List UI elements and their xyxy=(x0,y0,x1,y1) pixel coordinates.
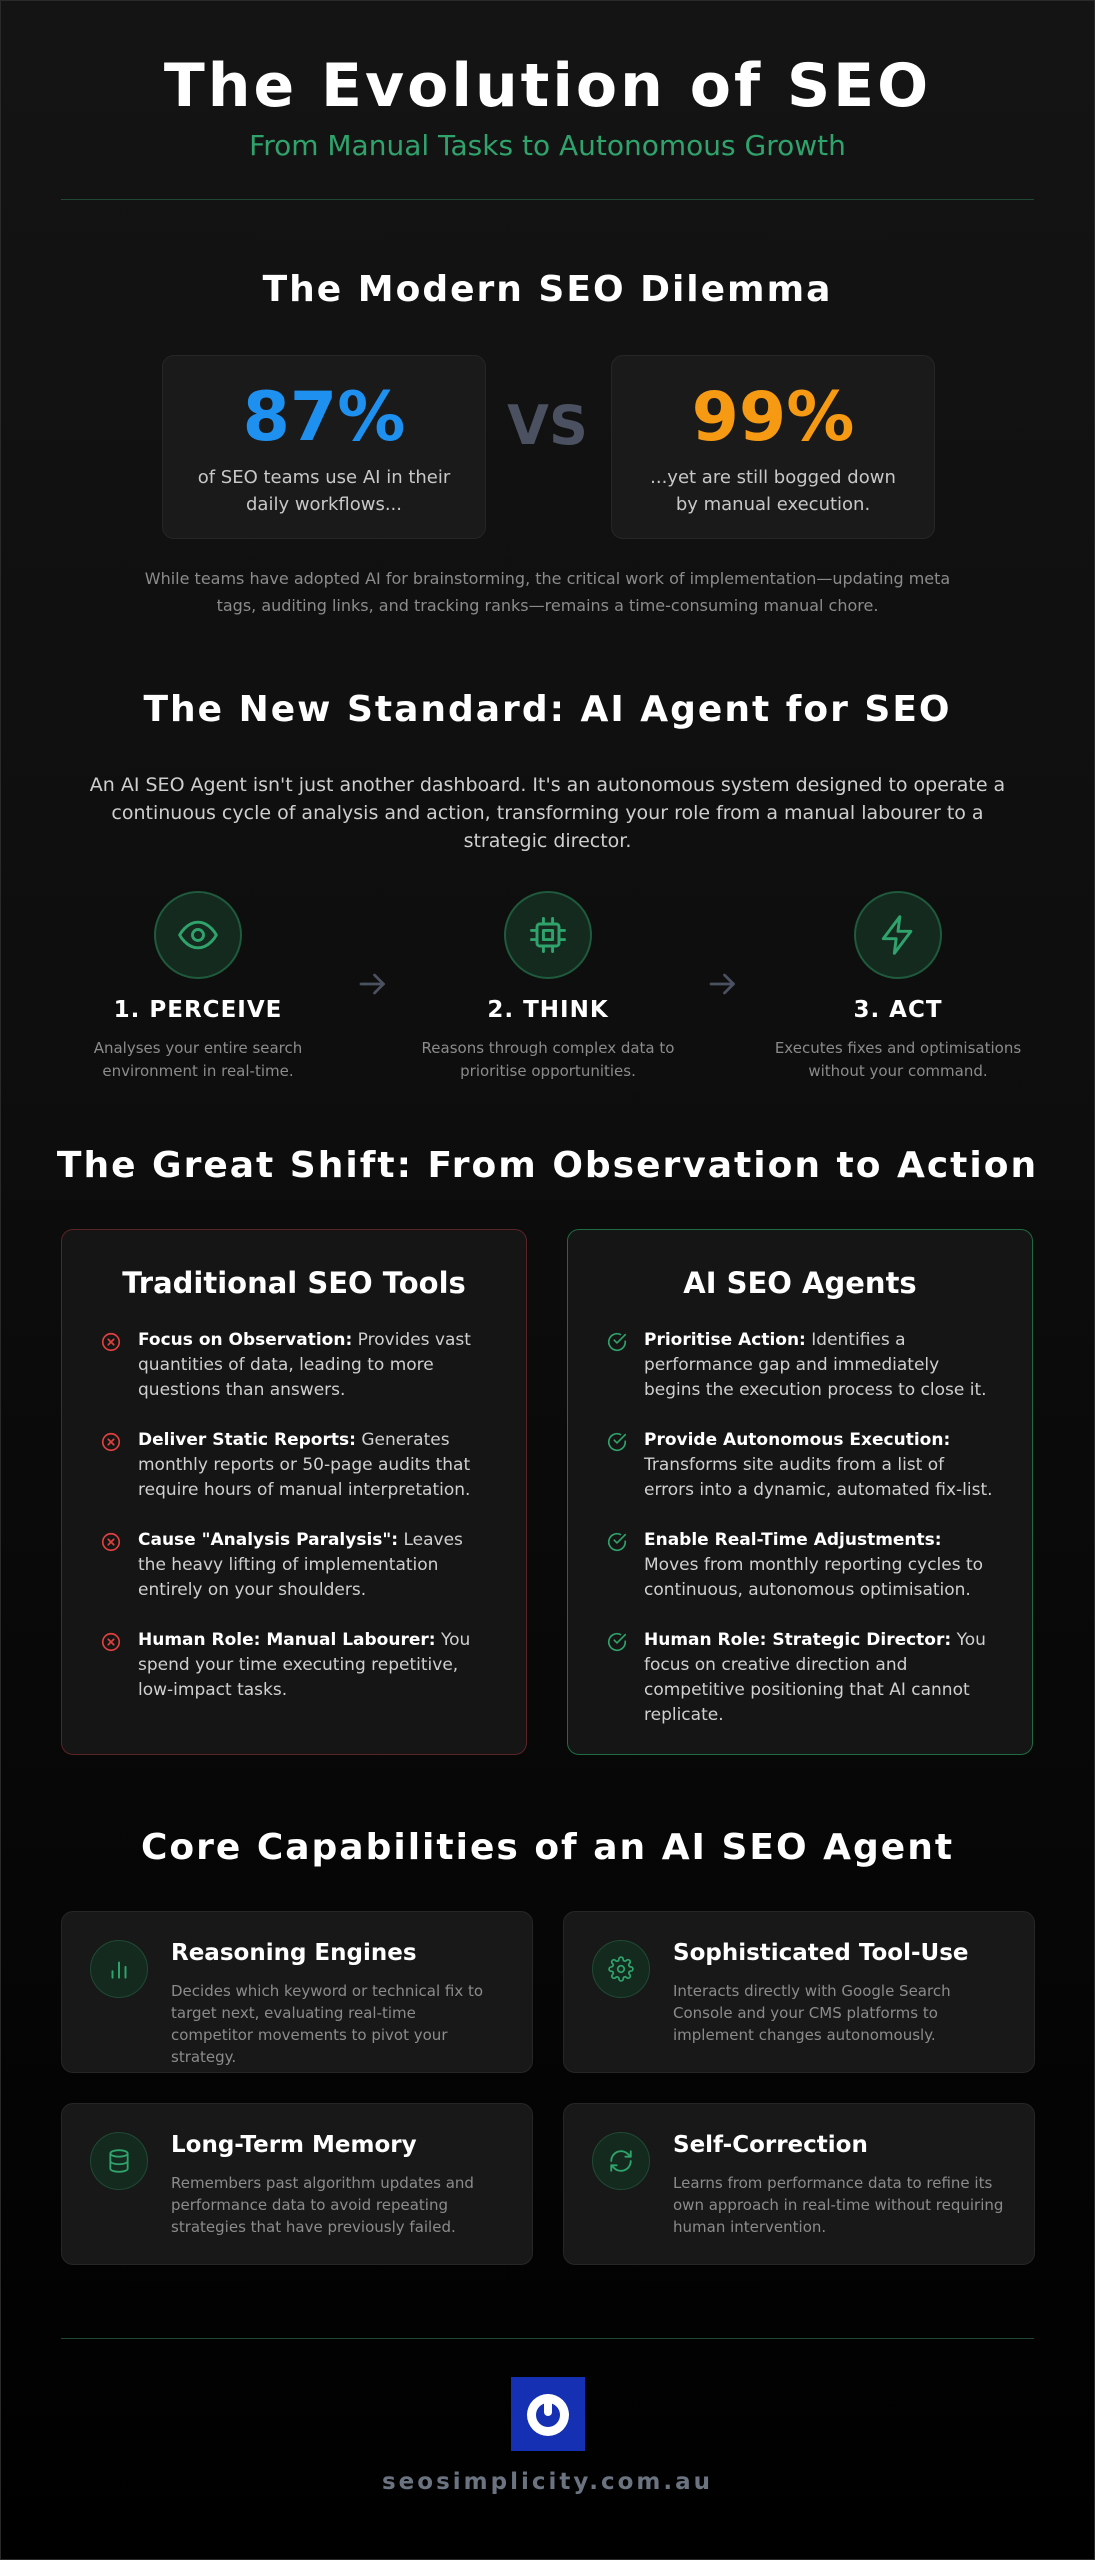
item-title: Provide Autonomous Execution: xyxy=(644,1430,951,1450)
traditional-tools-card xyxy=(61,1229,527,1755)
stat-value: 99% xyxy=(691,378,855,457)
stat-text: ...yet are still bogged down by manual execution. xyxy=(650,467,896,515)
step-perceive xyxy=(68,891,328,1083)
capability-description: Learns from performance data to refine its own approach in real-time without requiring human intervention. xyxy=(673,2174,1004,2236)
capability-card xyxy=(563,1911,1035,2073)
item-text: Identifies a performance gap and immediately begins the execution process to close it. xyxy=(644,1330,987,1400)
step-description: Reasons through complex data to prioritise opportunities. xyxy=(421,1039,675,1080)
step-think xyxy=(418,891,678,1083)
item-text: You focus on creative direction and competitive positioning that AI cannot replicate. xyxy=(644,1630,986,1725)
item-title: Enable Real-Time Adjustments: xyxy=(644,1530,942,1550)
arrow-right-icon xyxy=(355,966,391,1006)
step-description: Analyses your entire search environment in real-time. xyxy=(93,1039,303,1080)
x-circle-icon xyxy=(100,1531,126,1603)
x-circle-icon xyxy=(100,1331,126,1403)
page-subtitle: From Manual Tasks to Autonomous Growth xyxy=(249,129,846,162)
step-label: 1. PERCEIVE xyxy=(113,997,283,1023)
capability-card xyxy=(563,2103,1035,2265)
item-text: You spend your time executing repetitive, low-impact tasks. xyxy=(138,1630,471,1700)
list-item xyxy=(100,1528,490,1603)
step-label: 3. ACT xyxy=(853,997,943,1023)
capability-title: Self-Correction xyxy=(673,2132,868,2158)
item-title: Prioritise Action: xyxy=(644,1330,806,1350)
capability-card xyxy=(61,2103,533,2265)
capability-description: Decides which keyword or technical fix to target next, evaluating real-time competitor movements to pivot your strategy. xyxy=(171,1982,484,2066)
check-circle-icon xyxy=(606,1531,632,1603)
item-text: Leaves the heavy lifting of implementation entirely on your shoulders. xyxy=(138,1530,463,1600)
database-icon xyxy=(90,2132,148,2190)
stat-text: of SEO teams use AI in their daily workflows... xyxy=(197,467,451,515)
lightning-bolt-icon xyxy=(854,891,942,979)
step-act xyxy=(768,891,1028,1083)
capability-description: Interacts directly with Google Search Console and your CMS platforms to implement changes autonomously. xyxy=(673,1982,951,2044)
item-text: Provides vast quantities of data, leading to more questions than answers. xyxy=(138,1330,471,1400)
list-item xyxy=(100,1328,490,1403)
footer-divider xyxy=(61,2338,1034,2339)
bar-chart-icon xyxy=(90,1940,148,1998)
item-title: Deliver Static Reports: xyxy=(138,1430,356,1450)
standard-intro: An AI SEO Agent isn't just another dashboard. It's an autonomous system designed to operate a continuous cycle of analysis and action, transforming your role from a manual labourer to a strategic director. xyxy=(89,774,1006,852)
cpu-chip-icon xyxy=(504,891,592,979)
item-title: Cause "Analysis Paralysis": xyxy=(138,1530,399,1550)
stat-value: 87% xyxy=(242,378,406,457)
step-label: 2. THINK xyxy=(487,997,609,1023)
standard-heading: The New Standard: AI Agent for SEO xyxy=(143,689,952,730)
list-item xyxy=(100,1628,490,1703)
dilemma-note: While teams have adopted AI for brainstorming, the critical work of implementation—updating meta tags, auditing links, and tracking ranks—remains a time-consuming manual chore. xyxy=(144,569,951,615)
website-url: seosimplicity.com.au xyxy=(381,2469,714,2495)
power-logo-icon xyxy=(511,2377,585,2451)
arrow-right-icon xyxy=(705,966,741,1006)
capability-title: Sophisticated Tool-Use xyxy=(673,1940,969,1966)
card-title: AI SEO Agents xyxy=(683,1266,917,1300)
list-item xyxy=(606,1328,996,1403)
stat-card-manual xyxy=(611,355,935,539)
list-item xyxy=(606,1428,996,1503)
page-title: The Evolution of SEO xyxy=(163,51,932,121)
ai-agents-card xyxy=(567,1229,1033,1755)
versus-label: VS xyxy=(507,394,588,457)
check-circle-icon xyxy=(606,1331,632,1403)
list-item xyxy=(606,1628,996,1728)
item-text: Transforms site audits from a list of errors into a dynamic, automated fix-list. xyxy=(644,1455,993,1500)
eye-icon xyxy=(154,891,242,979)
header-divider xyxy=(61,199,1034,200)
step-description: Executes fixes and optimisations without your command. xyxy=(774,1039,1022,1080)
item-title: Human Role: Manual Labourer: xyxy=(138,1630,436,1650)
gear-icon xyxy=(592,1940,650,1998)
item-title: Focus on Observation: xyxy=(138,1330,353,1350)
capability-card xyxy=(61,1911,533,2073)
list-item xyxy=(100,1428,490,1503)
x-circle-icon xyxy=(100,1631,126,1703)
capability-description: Remembers past algorithm updates and performance data to avoid repeating strategies that have previously failed. xyxy=(171,2174,474,2236)
refresh-icon xyxy=(592,2132,650,2190)
item-text: Moves from monthly reporting cycles to continuous, autonomous optimisation. xyxy=(644,1555,984,1600)
item-text: Generates monthly reports or 50-page audits that require hours of manual interpretation. xyxy=(138,1430,471,1500)
capability-title: Long-Term Memory xyxy=(171,2132,417,2158)
capability-title: Reasoning Engines xyxy=(171,1940,417,1966)
card-title: Traditional SEO Tools xyxy=(122,1266,466,1300)
check-circle-icon xyxy=(606,1631,632,1728)
capabilities-heading: Core Capabilities of an AI SEO Agent xyxy=(140,1827,955,1868)
list-item xyxy=(606,1528,996,1603)
dilemma-heading: The Modern SEO Dilemma xyxy=(262,269,833,310)
check-circle-icon xyxy=(606,1431,632,1503)
item-title: Human Role: Strategic Director: xyxy=(644,1630,952,1650)
shift-heading: The Great Shift: From Observation to Action xyxy=(56,1145,1039,1186)
x-circle-icon xyxy=(100,1431,126,1503)
